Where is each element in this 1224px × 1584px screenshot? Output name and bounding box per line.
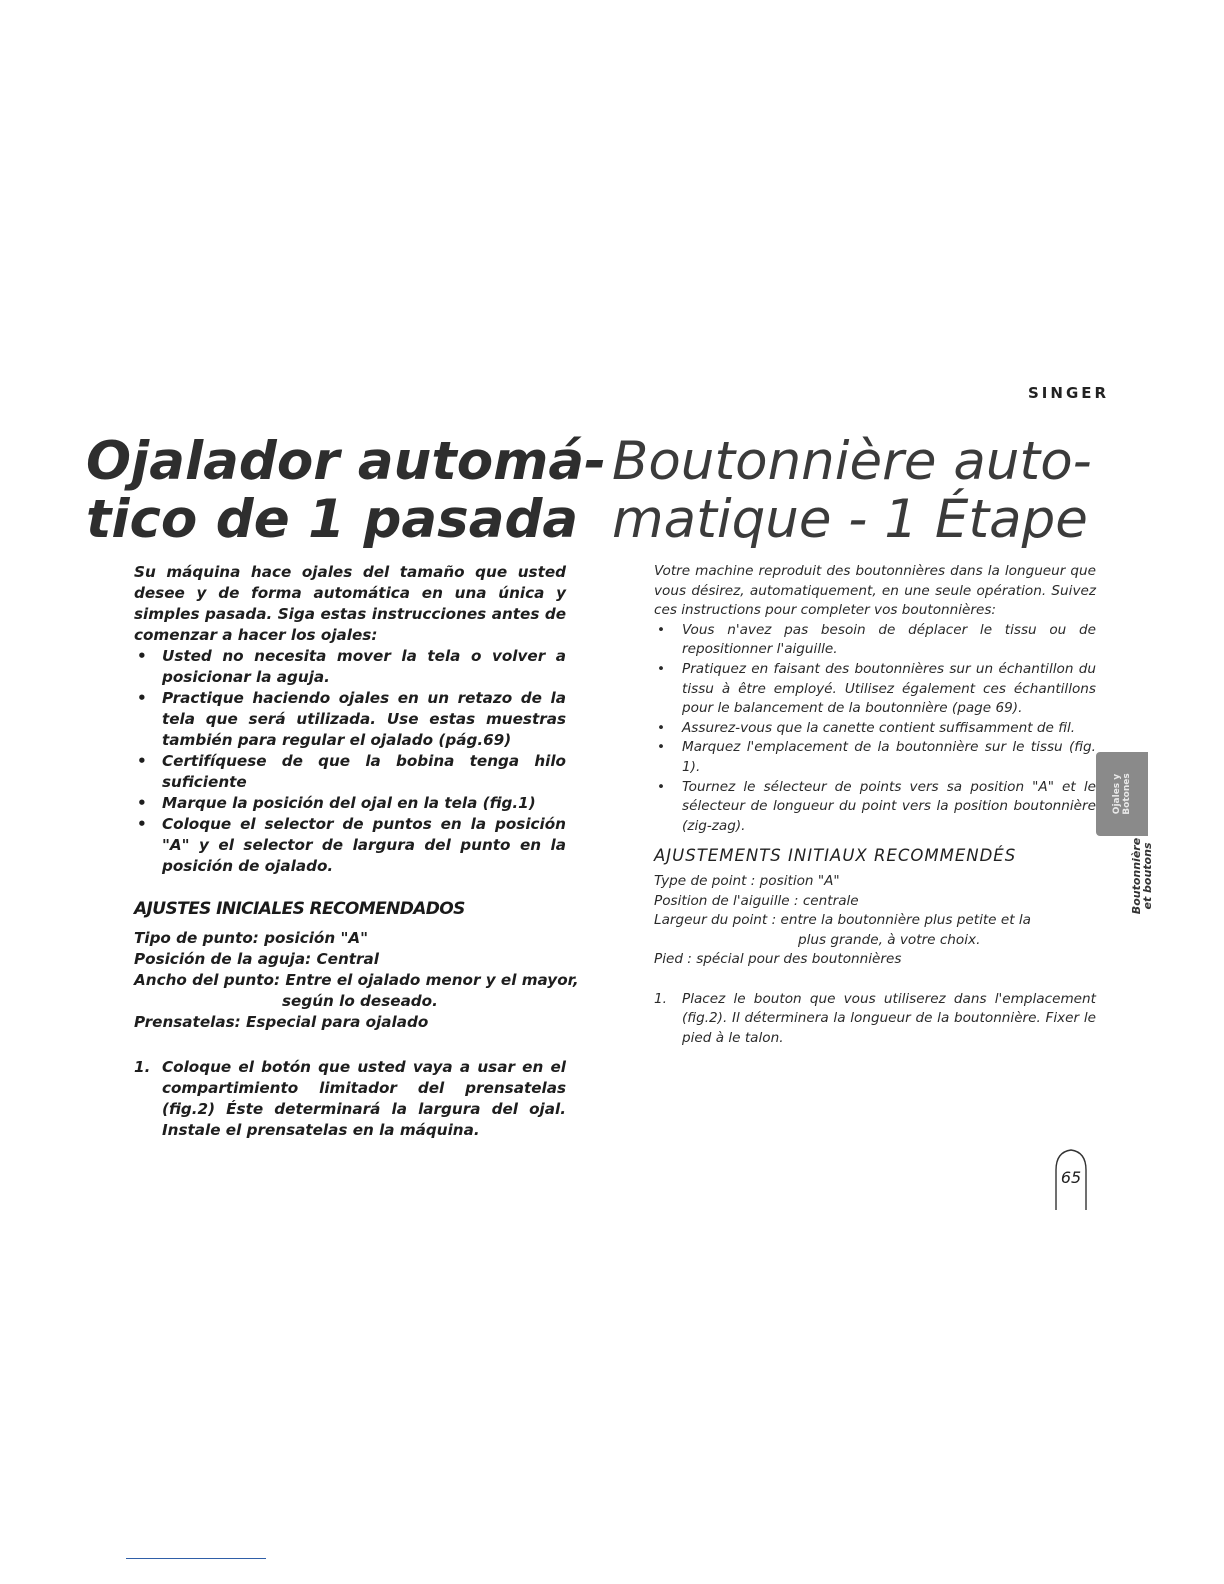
bullet-icon: •: [137, 647, 147, 665]
setting-presser-foot: Prensatelas: Especial para ojalado: [134, 1013, 429, 1031]
french-title-line2: matique - 1 Étape: [612, 489, 1088, 550]
bullet-icon: •: [137, 752, 147, 770]
step-item: [134, 1057, 566, 1141]
french-column: [654, 562, 1096, 1049]
spanish-settings-heading: AJUSTES INICIALES RECOMENDADOS: [134, 899, 465, 919]
setting-presser-foot: Pied : spécial pour des boutonnières: [654, 951, 902, 968]
setting-needle-position: Posición de la aguja: Central: [134, 950, 379, 968]
section-tab-label-line1: Ojales y: [1112, 773, 1122, 815]
french-steps: [654, 990, 1096, 1049]
list-item: • Usted no necesita mover la tela o volver a posicionar la aguja.: [137, 647, 566, 686]
french-settings: [654, 872, 1096, 970]
brand-logo: SINGER: [1028, 384, 1110, 402]
page-number: [1054, 1148, 1088, 1210]
spanish-title-line1: Ojalador automá-: [86, 431, 607, 492]
step-number: 1.: [134, 1058, 151, 1076]
setting-stitch-width: Ancho del punto: Entre el ojalado menor y el mayor,: [134, 971, 579, 989]
step-text: Placez le bouton que vous utiliserez dans l'emplacement (fig.2). Il déterminera la longueur de la boutonnière. Fixer le pied à le talon.: [682, 990, 1096, 1047]
bullet-icon: •: [657, 621, 666, 638]
list-item: • Marque la posición del ojal en la tela (fig.1): [137, 794, 536, 812]
french-intro: Votre machine reproduit des boutonnières dans la longueur que vous désirez, automatiquement, en une seule opération. Suivez ces instructions pour completer vos boutonnières:: [654, 563, 1096, 619]
bullet-icon: •: [657, 778, 666, 795]
list-item: • Coloque el selector de puntos en la posición "A" y el selector de largura del punto en la posición de ojalado.: [137, 815, 566, 875]
list-item: • Assurez-vous que la canette contient suffisamment de fil.: [654, 719, 1096, 739]
setting-stitch-type: Type de point : position "A": [654, 872, 840, 889]
spanish-title: [86, 433, 606, 549]
spanish-bullet-list: [134, 646, 566, 877]
step-number: 1.: [654, 990, 667, 1007]
french-title-line1: Boutonnière auto-: [612, 431, 1092, 492]
setting-stitch-width: Largeur du point : entre la boutonnière plus petite et la: [654, 912, 1031, 929]
bullet-icon: •: [657, 719, 666, 736]
setting-stitch-type: Tipo de punto: posición "A": [134, 929, 369, 947]
section-caption-line1: Boutonnière: [1130, 837, 1143, 915]
list-item: • Pratiquez en faisant des boutonnières sur un échantillon du tissu à être employé. Utilisez également ces échantillons pour le balancement de la boutonnière (page 69).: [657, 660, 1096, 717]
bullet-icon: •: [137, 815, 147, 833]
french-bullet-list: [654, 621, 1096, 837]
french-title: [612, 433, 1092, 549]
setting-stitch-width-cont: según lo deseado.: [282, 992, 438, 1010]
footer-rule: [126, 1558, 266, 1559]
list-item: • Marquez l'emplacement de la boutonnière sur le tissu (fig. 1).: [657, 739, 1096, 775]
setting-needle-position: Position de l'aiguille : centrale: [654, 892, 859, 909]
section-tab-label-line2: Botones: [1122, 773, 1132, 815]
french-settings-heading: AJUSTEMENTS INITIAUX RECOMMENDÉS: [654, 846, 1017, 866]
step-text: Coloque el botón que usted vaya a usar en el compartimiento limitador del prensatelas (fig.2) Éste determinará la largura del ojal. Instale el prensatelas en la máquina.: [162, 1058, 566, 1139]
bullet-icon: •: [657, 660, 666, 677]
bullet-icon: •: [137, 689, 147, 707]
bullet-icon: •: [137, 794, 147, 812]
spanish-steps: [134, 1057, 566, 1141]
spanish-intro: Su máquina hace ojales del tamaño que usted desee y de forma automática en una única y simples pasada. Siga estas instrucciones antes de comenzar a hacer los ojales:: [134, 563, 566, 644]
setting-stitch-width-cont: plus grande, à votre choix.: [798, 931, 981, 948]
list-item: • Vous n'avez pas besoin de déplacer le tissu ou de repositionner l'aiguille.: [657, 621, 1096, 658]
step-item: [654, 990, 1096, 1049]
spanish-settings: [134, 928, 579, 1033]
list-item: • Certifíquese de que la bobina tenga hilo suficiente: [137, 752, 566, 791]
page-number-text: 65: [1060, 1168, 1082, 1187]
spanish-title-line2: tico de 1 pasada: [86, 489, 579, 550]
section-caption-line2: et boutons: [1141, 842, 1154, 910]
spanish-column: [134, 562, 579, 1141]
list-item: • Practique haciendo ojales en un retazo de la tela que será utilizada. Use estas muestras también para regular el ojalado (pág.69): [137, 689, 566, 749]
list-item: • Tournez le sélecteur de points vers sa position "A" et le sélecteur de longueur du point vers la position boutonnière (zig-zag).: [657, 778, 1096, 834]
bullet-icon: •: [657, 739, 666, 756]
